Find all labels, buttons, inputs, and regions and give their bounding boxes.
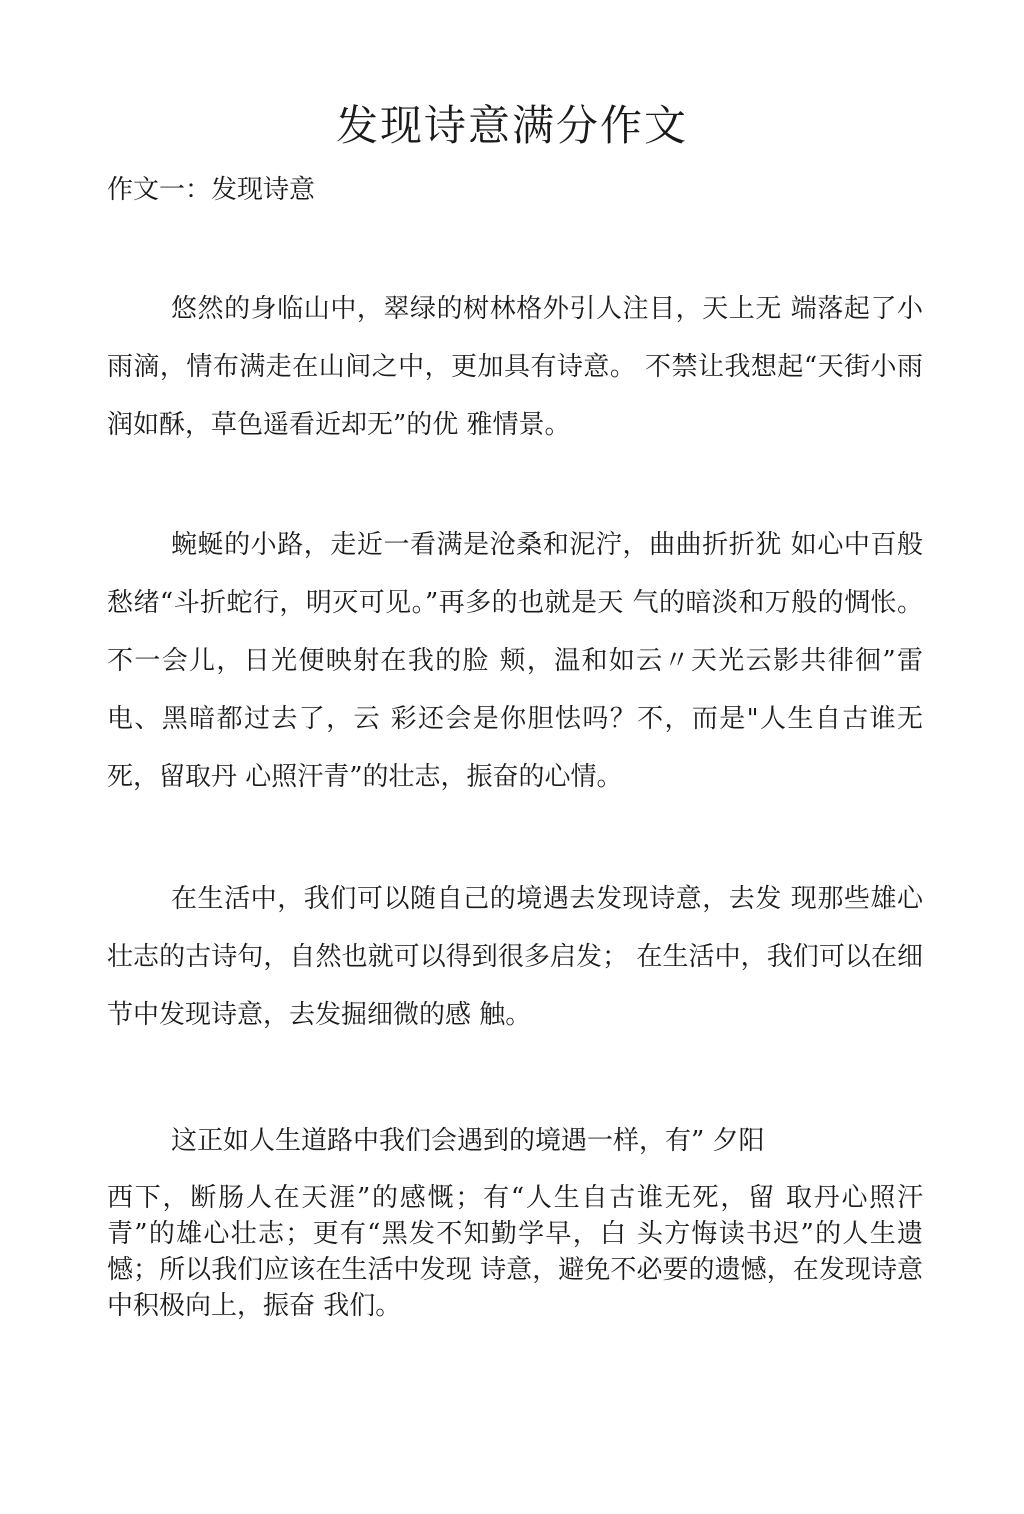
paragraph-5: 西下，断肠人在天涯”的感慨；有“人生自古谁无死，留 取丹心照汗青”的雄心壮志；更有“黑发不知勤学早，白 头方悔读书迟”的人生遗憾；所以我们应该在生活中发现 诗意，避免不必要的遗憾，在发现诗意中积极向上，振奋 我们。 [107, 1183, 923, 1321]
paragraph-4: 这正如人生道路中我们会遇到的境遇一样，有” 夕阳 [171, 1126, 765, 1156]
essay-subtitle: 作文一：发现诗意 [107, 175, 316, 205]
paragraph-3: 在生活中，我们可以随自己的境遇去发现诗意，去发 现那些雄心壮志的古诗句，自然也就可以得到很多启发； 在生活中，我们可以在细节中发现诗意，去发掘细微的感 触。 [107, 884, 923, 1030]
paragraph-1: 悠然的身临山中，翠绿的树林格外引人注目，天上无 端落起了小雨滴，情布满走在山间之中，更加具有诗意。 不禁让我想起“天街小雨润如酥，草色遥看近却无”的优 雅情景。 [107, 294, 923, 440]
paragraph-2: 蜿蜒的小路，走近一看满是沧桑和泥泞，曲曲折折犹 如心中百般愁绪“斗折蛇行，明灭可见。”再多的也就是天 气的暗淡和万般的惆怅。不一会儿，日光便映射在我的脸 颊，温和如云〃天光云影共徘徊”雷电、黑暗都过去了，云 彩还会是你胆怯吗？不，而是"人生自古谁无死，留取丹 心照汗青”的壮志，振奋的心情。 [107, 530, 923, 792]
page-title: 发现诗意满分作文 [335, 101, 688, 150]
